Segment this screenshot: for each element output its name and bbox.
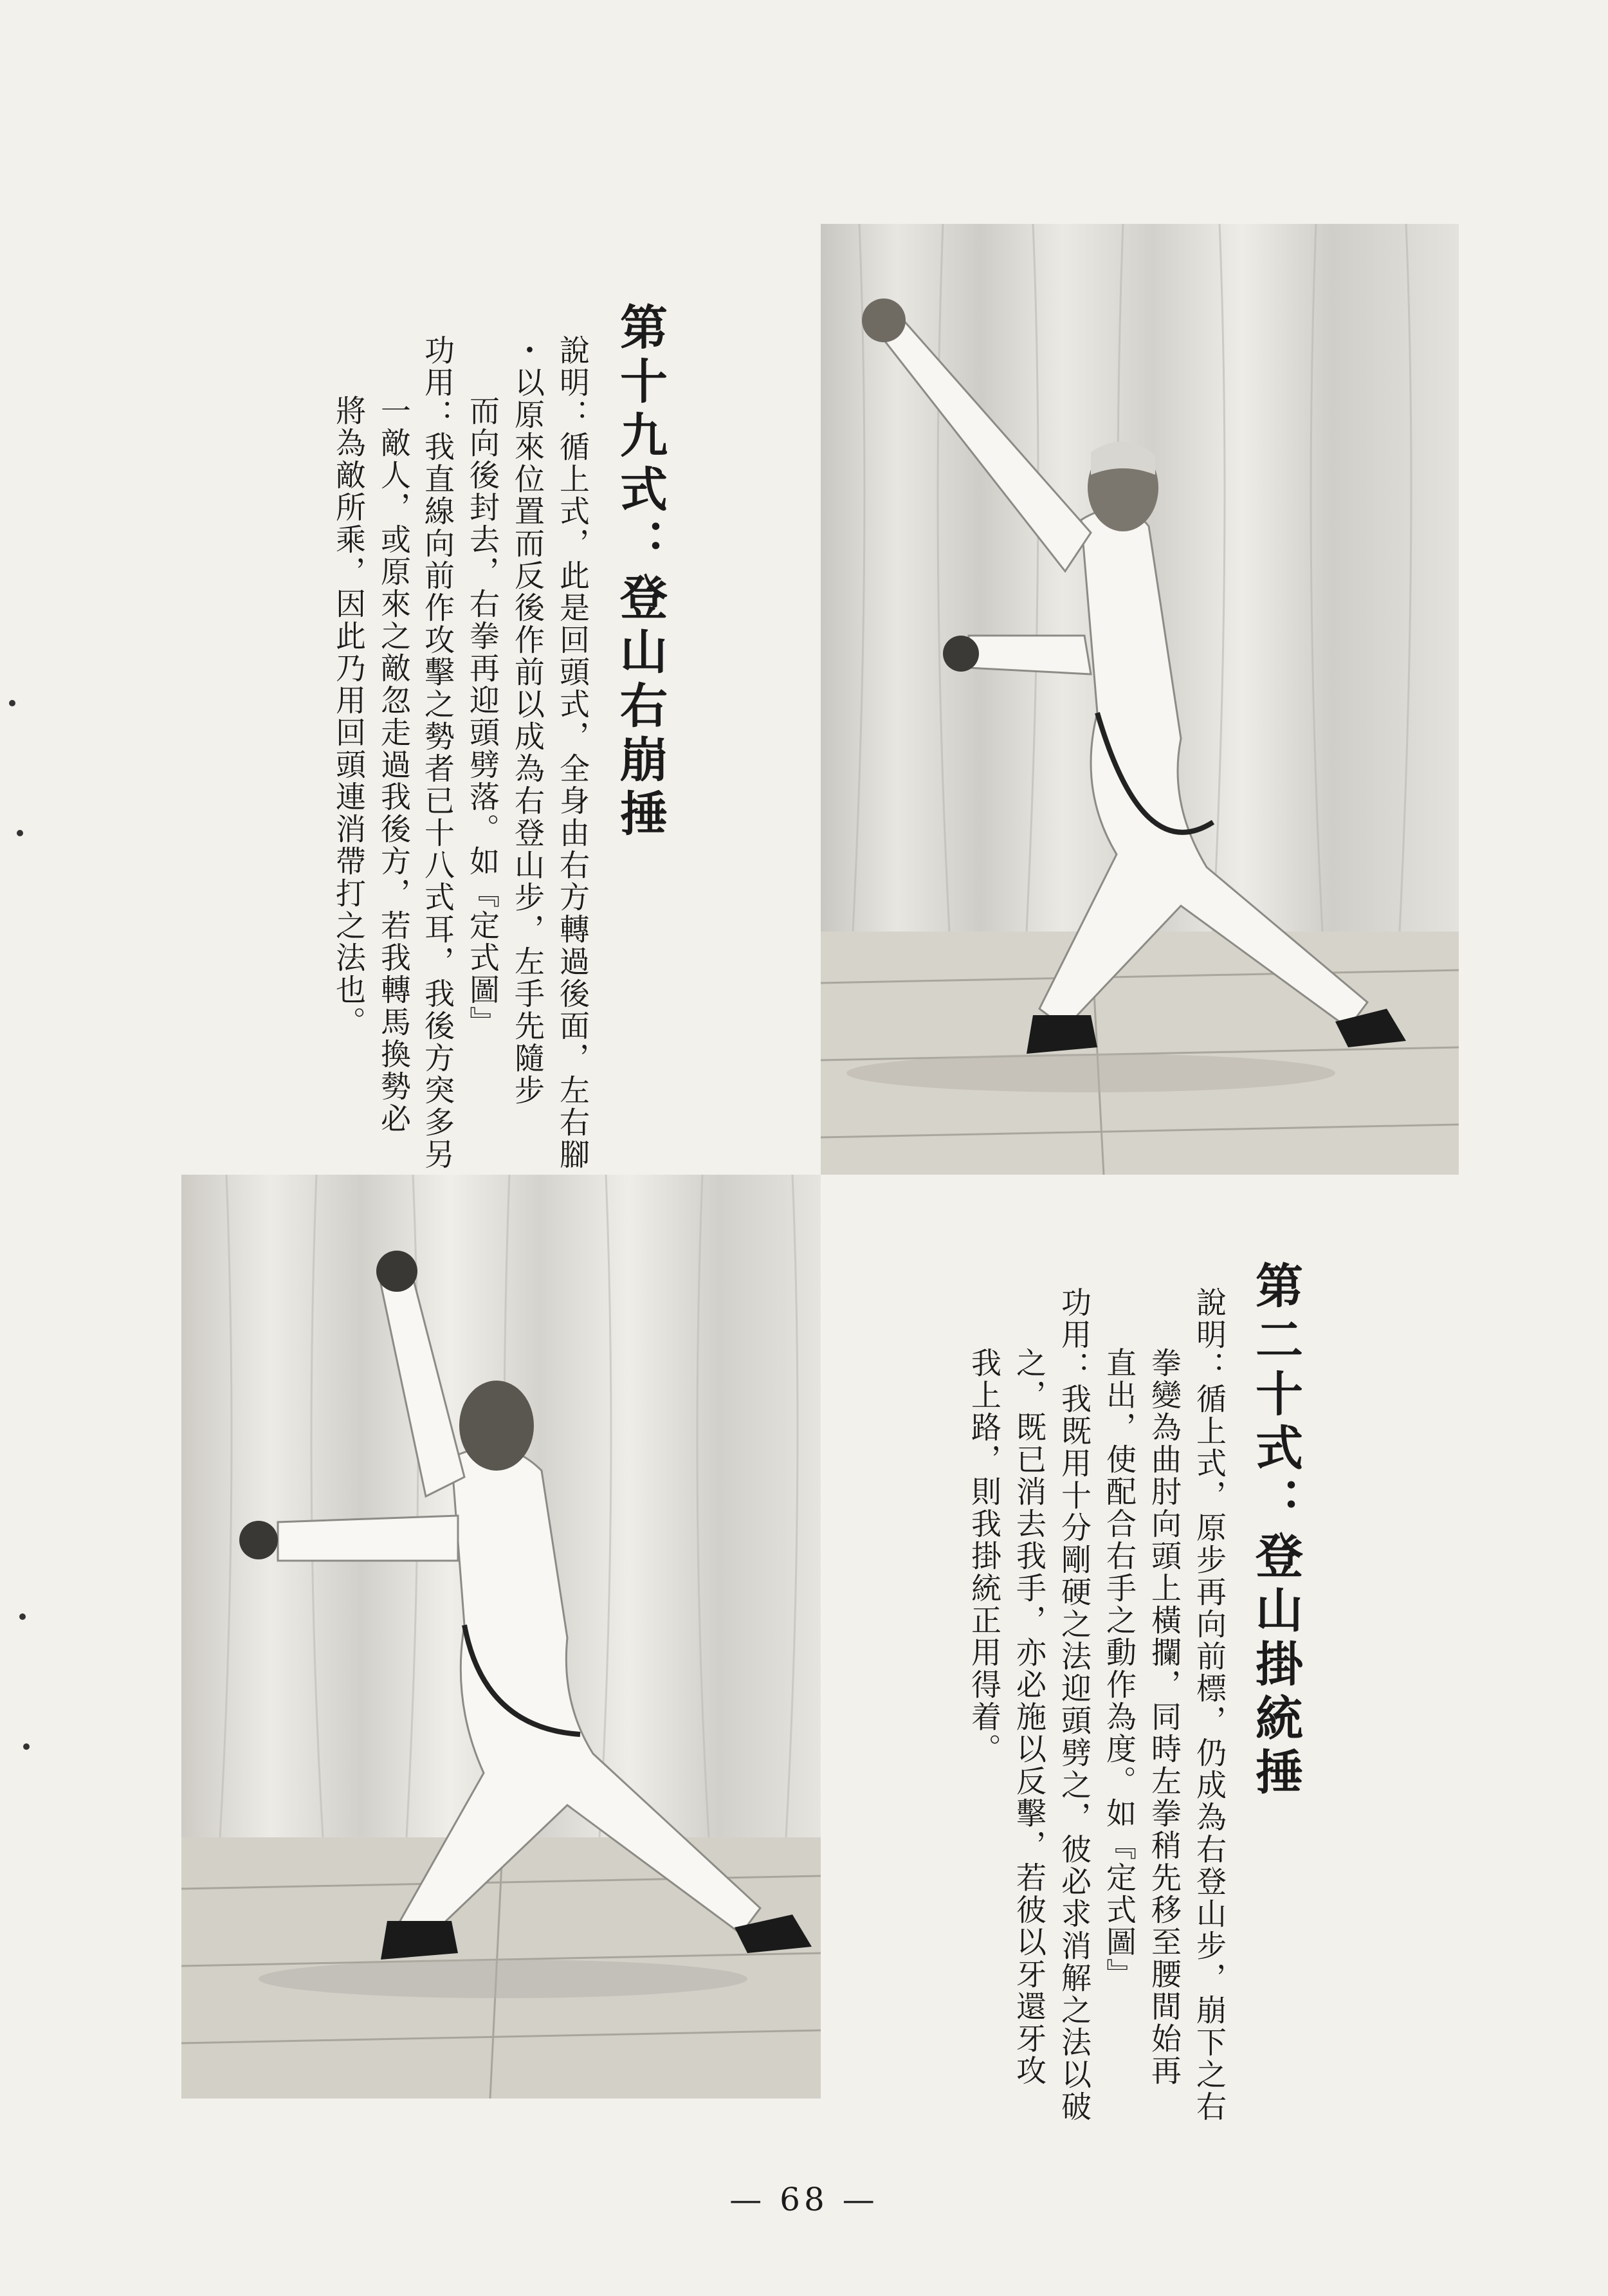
form20-photo-illustration [181,1175,821,2099]
form20-application-line: 功用：我既用十分剛硬之法迎頭劈之，彼必求消解之法以破 [1056,1287,1092,2123]
binder-dot [17,830,23,836]
form19-explanation-line: ・以原來位置而反後作前以成為右登山步，左手先隨步 [509,335,545,1107]
form19-title: 第十九式：登山右崩捶 [612,302,668,843]
form19-application-line: 功用：我直線向前作攻擊之勢者已十八式耳，我後方突多另 [419,335,455,1171]
form19-explanation-line: 而向後封去，右拳再迎頭劈落。如『定式圖』 [464,395,500,1038]
binder-dot [19,1613,26,1620]
form20-application-line: 之，既已消去我手，亦必施以反擊，若彼以牙還牙攻 [1011,1347,1046,2087]
form20-explanation-line: 直出，使配合右手之動作為度。如『定式圖』 [1101,1347,1137,1990]
form20-application-line: 我上路，則我掛統正用得着。 [966,1347,1001,1765]
form19-posture-photo [821,224,1459,1175]
form20-explanation-line: 說明：循上式，原步再向前標，仍成為右登山步，崩下之右 [1191,1287,1227,2123]
form19-explanation-line: 說明：循上式，此是回頭式，全身由右方轉過後面，左右腳 [554,335,590,1171]
form19-application-line: 一敵人，或原來之敵忽走過我後方，若我轉馬換勢必 [376,395,411,1135]
form20-title: 第二十式：登山掛統捶 [1248,1261,1303,1801]
page-number: — 68 — [729,2181,879,2218]
form19-photo-illustration [821,224,1459,1175]
binder-dot [23,1743,30,1750]
form19-application-line: 將為敵所乘，因此乃用回頭連消帶打之法也。 [331,395,366,1038]
binder-dot [9,700,15,706]
form20-posture-photo [181,1175,821,2099]
form20-explanation-line: 拳變為曲肘向頭上橫攔，同時左拳稍先移至腰間始再 [1146,1347,1182,2087]
